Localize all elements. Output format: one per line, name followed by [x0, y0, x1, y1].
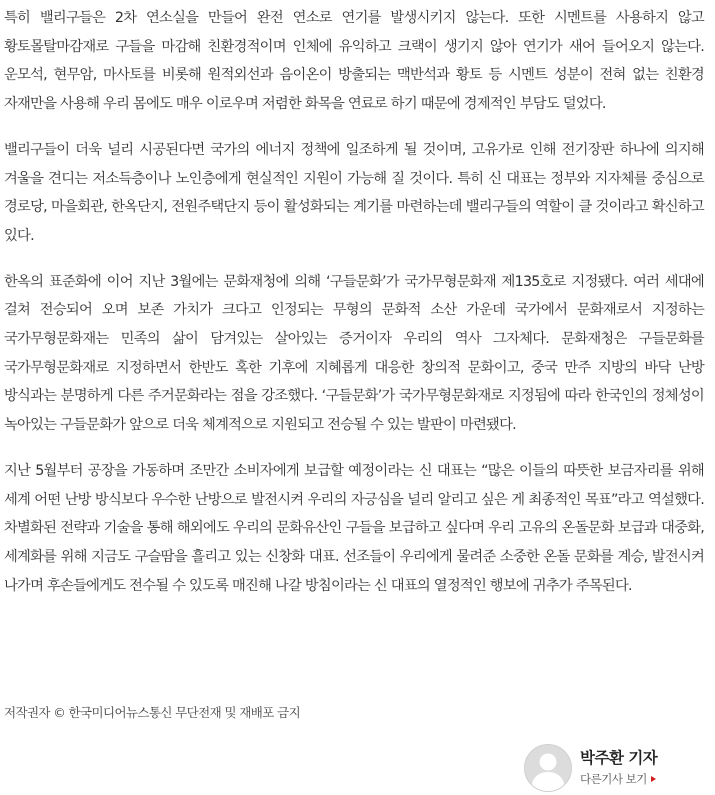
user-silhouette-icon	[525, 745, 571, 791]
copyright-notice: 저작권자 © 한국미디어뉴스통신 무단전재 및 재배포 금지	[4, 705, 301, 720]
article-paragraph: 밸리구들이 더욱 널리 시공된다면 국가의 에너지 정책에 일조하게 될 것이며, 고유가로 인해 전기장판 하나에 의지해 겨울을 견디는 저소득층이나 노인층에게 현실적인 지원이 가능해 질 것이다. 특히 신 대표는 정부와 지자체를 중심으로 경로당, 마을회관, 한옥단지, 전원주택단지 등이 활성화되는 계기를 마련하는데 밸리구들의 역할이 클 것이라고 확신하고 있다.	[4, 141, 704, 244]
article-paragraph: 한옥의 표준화에 이어 지난 3월에는 문화재청에 의해 ‘구들문화’가 국가무형문화재 제135호로 지정됐다. 여러 세대에 걸쳐 전승되어 오며 보존 가치가 크다고 인정되는 무형의 문화적 소산 가운데 국가에서 문화재로서 지정하는 국가무형문화재는 민족의 삶이 담겨있는 살아있는 증거이자 우리의 역사 그자체다. 문화재청은 구들문화를 국가무형문화재로 지정하면서 한반도 혹한 기후에 지혜롭게 대응한 창의적 문화이고, 중국 만주 지방의 바닥 난방 방식과는 분명하게 다른 주거문화라는 점을 강조했다. ‘구들문화’가 국가무형문화재로 지정됨에 따라 한국인의 정체성이 녹아있는 구들문화가 앞으로 더욱 체계적으로 지원되고 전승될 수 있는 발판이 마련됐다.	[4, 273, 704, 434]
reporter-name: 박주환 기자	[580, 749, 658, 767]
article-paragraph: 지난 5월부터 공장을 가동하며 조만간 소비자에게 보급할 예정이라는 신 대표는 “많은 이들의 따뜻한 보금자리를 위해 세계 어떤 난방 방식보다 우수한 난방으로 발전시켜 우리의 자긍심을 널리 알리고 싶은 게 최종적인 목표”라고 역설했다. 차별화된 전략과 기술을 통해 해외에도 우리의 문화유산인 구들을 보급하고 싶다며 우리 고유의 온돌문화 보급과 대중화, 세계화를 위해 지금도 구슬땀을 흘리고 있는 신창화 대표. 선조들이 우리에게 물려준 소중한 온돌 문화를 계승, 발전시켜 나가며 후손들에게도 전수될 수 있도록 매진해 나갈 방침이라는 신 대표의 열정적인 행보에 귀추가 주목된다.	[4, 462, 704, 594]
arrow-right-icon	[651, 776, 656, 782]
article-body	[4, 4, 704, 617]
avatar[interactable]	[524, 744, 572, 792]
article-paragraph: 특히 밸리구들은 2차 연소실을 만들어 완전 연소로 연기를 발생시키지 않는다. 또한 시멘트를 사용하지 않고 황토몰탈마감재로 구들을 마감해 친환경적이며 인체에 유익하고 크랙이 생기지 않아 연기가 새어 들어오지 않는다. 운모석, 현무암, 마사토를 비롯해 원적외선과 음이온이 방출되는 맥반석과 황토 등 시멘트 성분이 전혀 없는 친환경 자재만을 사용해 우리 몸에도 매우 이로우며 저렴한 화목을 연료로 하기 때문에 경제적인 부담도 덜었다.	[4, 10, 704, 113]
reporter-box	[524, 744, 704, 792]
more-articles-label: 다른기사 보기	[580, 772, 647, 786]
more-articles-link[interactable]	[580, 771, 656, 787]
